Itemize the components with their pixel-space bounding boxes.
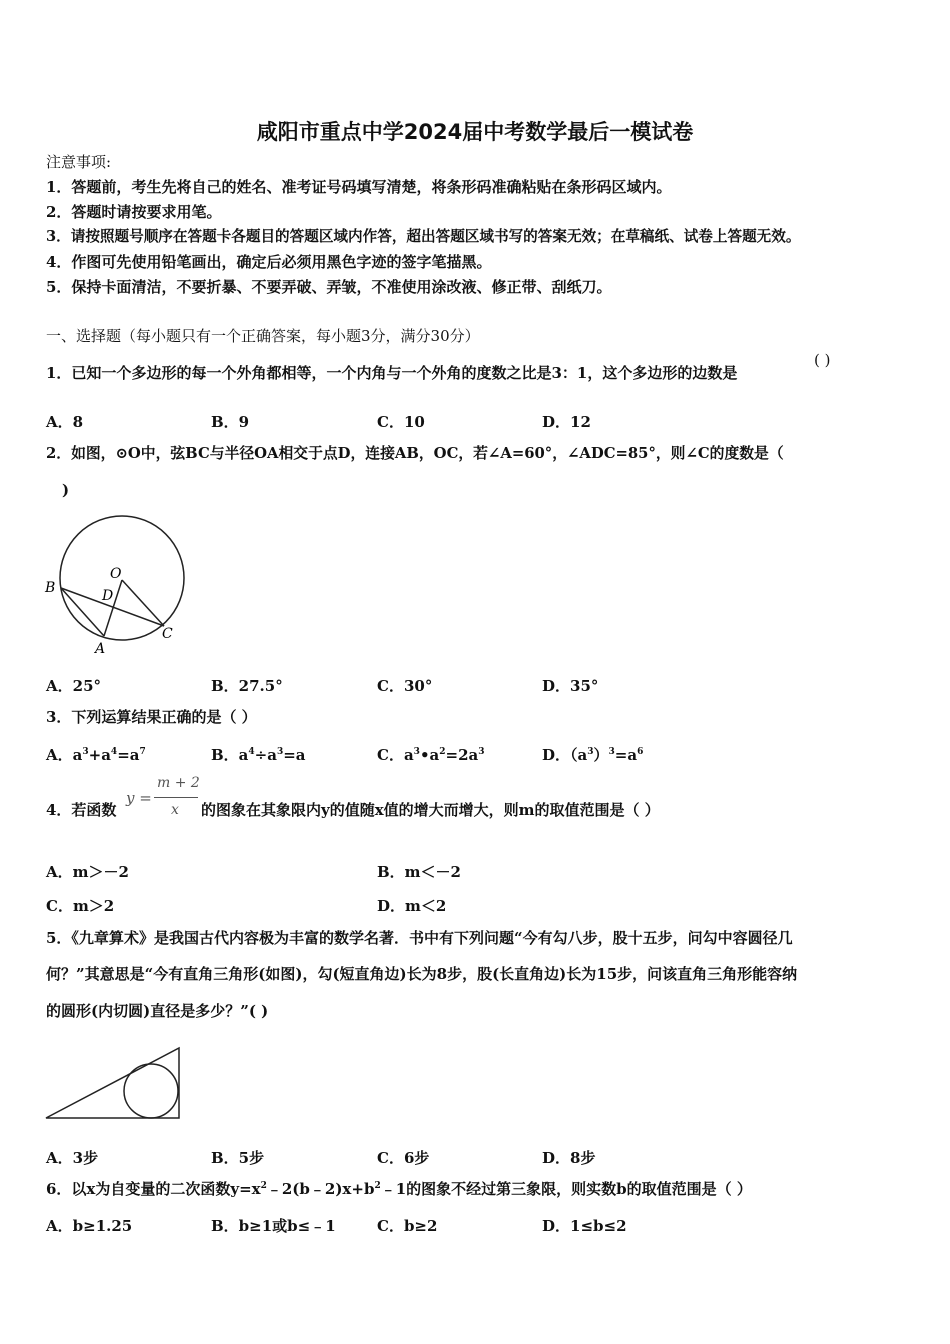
formula-denominator: x	[171, 802, 179, 818]
question-text: 6．以x为自变量的二次函数$y=x^2﹣2(b﹣2)x+b^2﹣1$的图象不经过第三象限，则实数b的取值范围是（ ）	[46, 1180, 752, 1198]
label-d: D	[102, 588, 114, 604]
option-c[interactable]: C．$a^3•a^2=2a^3$	[377, 746, 485, 764]
option-d[interactable]: D．12	[542, 413, 591, 431]
formula-lhs: y =	[126, 789, 152, 807]
answer-paren: ( )	[814, 351, 831, 369]
notice-item: 3．请按照题号顺序在答题卡各题目的答题区域内作答，超出答题区域书写的答案无效；在草稿纸、试卷上答题无效。	[46, 228, 801, 245]
question-text: 1．已知一个多边形的每一个外角都相等，一个内角与一个外角的度数之比是3：1，这个多边形的边数是	[46, 364, 738, 382]
notice-item: 2．答题时请按要求用笔。	[46, 203, 222, 221]
option-a[interactable]: A．b≥1.25	[46, 1217, 133, 1235]
notice-item: 5．保持卡面清洁，不要折暴、不要弄破、弄皱，不准使用涂改液、修正带、刮纸刀。	[46, 278, 612, 296]
radius-oc	[122, 580, 164, 626]
question-text: 3．下列运算结果正确的是（ ）	[46, 708, 257, 726]
option-b[interactable]: B．$a^4\div a^3=a$	[211, 746, 306, 764]
option-a[interactable]: A．8	[46, 413, 84, 431]
label-c: C	[162, 626, 173, 642]
question-text: 何？”其意思是“今有直角三角形(如图)，勾(短直角边)长为8步，股(长直角边)长为15步，问该直角三角形能容纳	[46, 965, 798, 983]
inscribed-circle	[124, 1064, 178, 1118]
right-triangle	[46, 1048, 179, 1118]
option-a[interactable]: A．25°	[46, 677, 102, 695]
option-a[interactable]: A．3步	[46, 1149, 99, 1167]
formula	[124, 775, 204, 825]
option-c[interactable]: C．b≥2	[377, 1217, 438, 1235]
section-heading: 一、选择题（每小题只有一个正确答案，每小题3分，满分30分）	[46, 327, 480, 345]
page-title: 咸阳市重点中学2024届中考数学最后一模试卷	[256, 120, 694, 144]
fraction-bar	[154, 797, 198, 798]
option-a[interactable]: A．m＞－2	[46, 863, 129, 881]
option-b[interactable]: B．m＜－2	[377, 863, 461, 881]
option-d[interactable]: D．8步	[542, 1149, 596, 1167]
question-text: 4．若函数	[46, 801, 117, 819]
option-b[interactable]: B．27.5°	[211, 677, 283, 695]
option-c[interactable]: C．10	[377, 413, 425, 431]
option-b[interactable]: B．9	[211, 413, 250, 431]
triangle-figure	[40, 1042, 190, 1124]
circle-o	[60, 516, 184, 640]
question-text: 的图象在其象限内y的值随x值的增大而增大，则m的取值范围是（ ）	[201, 801, 660, 819]
label-b: B	[45, 580, 56, 596]
option-c[interactable]: C．6步	[377, 1149, 430, 1167]
option-d[interactable]: D．m＜2	[377, 897, 447, 915]
notice-item: 1．答题前，考生先将自己的姓名、准考证号码填写清楚，将条形码准确粘贴在条形码区域内。	[46, 178, 672, 196]
option-d[interactable]: D．$(a^3)^3=a^6$	[542, 746, 644, 764]
question-text: 的圆形(内切圆)直径是多少？”( )	[46, 1002, 269, 1020]
option-a[interactable]: A．$a^3+a^4=a^7$	[46, 746, 146, 764]
question-text: 5．《九章算术》是我国古代内容极为丰富的数学名著．书中有下列问题“今有勾八步，股十五步，问勾中容圆径几	[46, 929, 793, 947]
option-c[interactable]: C．m＞2	[46, 897, 115, 915]
option-d[interactable]: D．1≤b≤2	[542, 1217, 627, 1235]
circle-figure	[40, 508, 200, 658]
question-text-cont: )	[62, 481, 70, 499]
notice-heading: 注意事项:	[46, 153, 112, 171]
label-o: O	[110, 566, 122, 582]
formula-numerator: m + 2	[157, 775, 200, 791]
question-text: 2．如图，⊙O中，弦BC与半径OA相交于点D，连接AB，OC，若∠A=60°，∠ADC=85°，则∠C的度数是（	[46, 445, 784, 462]
option-d[interactable]: D．35°	[542, 677, 599, 695]
option-b[interactable]: B．b≥1或b≤﹣1	[211, 1217, 336, 1235]
option-b[interactable]: B．5步	[211, 1149, 265, 1167]
label-a: A	[95, 641, 106, 657]
option-c[interactable]: C．30°	[377, 677, 433, 695]
notice-item: 4．作图可先使用铅笔画出，确定后必须用黑色字迹的签字笔描黑。	[46, 253, 492, 271]
